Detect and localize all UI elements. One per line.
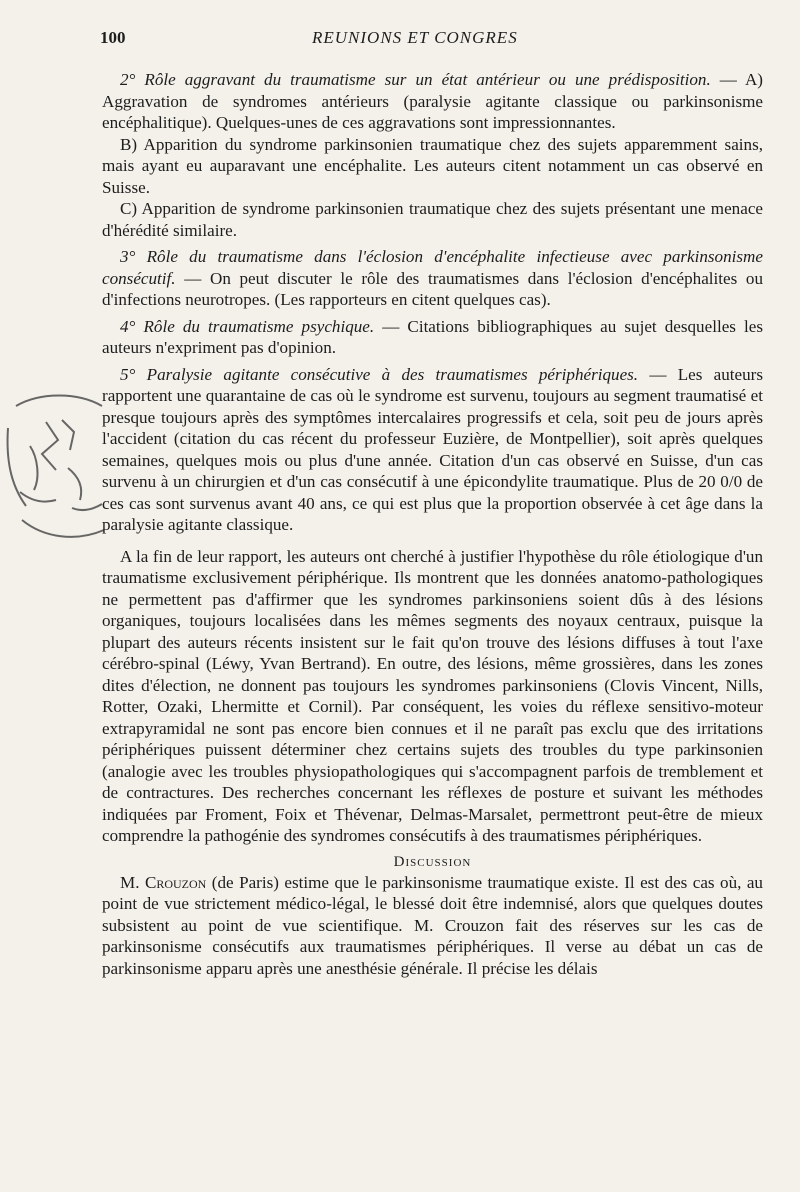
- crouzon-body: (de Paris) estime que le parkinsonisme traumatique existe. Il est des cas où, au point de vue strictement médico-légal, le blessé doit être indemnisé, alors que quelques doutes subsistent au point de vue scientifique. M. Crouzon fait des réserves sur les cas de parkinsonisme consécutifs aux traumatismes périphériques. Il verse au débat un cas de parkinsonisme apparu après une anesthésie générale. Il précise les délais: [102, 872, 763, 978]
- paragraph-conclusion: A la fin de leur rapport, les auteurs ont cherché à justifier l'hypothèse du rôle étiologique d'un traumatisme exclusivement périphérique. Ils montrent que les données anatomo-pathologiques ne permettent pas d'affirmer que les syndromes parkinsoniens soient dûs à des lésions organiques, toujours localisées dans les mêmes segments des noyaux centraux, puisque la plupart des auteurs récents insistent sur le fait qu'on trouve des lésions diffuses à tout l'axe cérébro-spinal (Léwy, Yvan Bertrand). En outre, des lésions, même grossières, dans les zones dites d'élection, ne donnent pas toujours les syndromes parkinsoniens (Clovis Vincent, Nills, Rotter, Ozaki, Lhermitte et Cornil). Par conséquent, les voies du réflexe sensitivo-moteur extrapyramidal ne sont pas encore bien connues et il ne paraît pas exclu que des irritations périphériques puissent déterminer chez certains sujets des troubles du type parkinsonien (analogie avec les troubles physiopathologiques qui s'accompagnent parfois de tremblement et de contractures. Des recherches concernant les réflexes de posture et suivant les méthodes indiquées par Froment, Foix et Thévenar, Delmas-Marsalet, permettront peut-être de mieux comprendre la pathogénie des syndromes consécutifs à des traumatismes périphériques.: [102, 546, 763, 845]
- paragraph-aggravating-role-body: — A) Aggravation de syndromes antérieurs (paralysie agitante classique ou parkinsonisme encéphalitique). Quelques-unes de ces aggravations sont impressionnantes.: [102, 70, 763, 132]
- paragraph-peripheral-trauma: [102, 364, 763, 536]
- paragraph-b: B) Apparition du syndrome parkinsonien traumatique chez des sujets apparemment sains, mais ayant eu auparavant une encéphalite. Les auteurs citent notamment un cas observé en Suisse.: [102, 134, 763, 197]
- section-title-psychic-trauma: 4° Rôle du traumatisme psychique.: [120, 316, 375, 336]
- article-text: [102, 69, 763, 979]
- paragraph-psychic-trauma-body: — Citations bibliographiques au sujet desquelles les auteurs n'expriment pas d'opinion.: [102, 316, 763, 357]
- paragraph-psychic-trauma: [102, 316, 763, 359]
- crouzon-prefix: M.: [120, 872, 140, 892]
- paragraph-crouzon: [102, 872, 763, 980]
- section-title-trauma-encephalitis: 3° Rôle du traumatisme dans l'éclosion d'encéphalite infectieuse avec parkinsonisme consécutif.: [102, 247, 763, 288]
- paragraph-peripheral-trauma-body: — Les auteurs rapportent une quarantaine de cas où le syndrome est survenu, toujours au segment traumatisé et presque toujours après des symptômes intercalaires progressifs et cela, soit peu de jours après l'accident (citation du cas récent du professeur Euzière, de Montpellier), soit après quelques semaines, quelques mois ou plus d'une année. Citation d'un cas observé en Suisse, d'un cas survenu à un chirurgien et d'un cas consécutif à une épicondylite traumatique. Plus de 20 0/0 de ces cas sont survenus avant 40 ans, ce qui est plus que la proportion observée à cet âge dans la paralysie agitante classique.: [102, 364, 763, 534]
- page-header: [100, 28, 760, 56]
- paragraph-trauma-encephalitis-body: — On peut discuter le rôle des traumatismes dans l'éclosion d'encéphalites ou d'infections neurotropes. (Les rapporteurs en citent quelques cas).: [102, 268, 764, 309]
- section-title-peripheral-trauma: 5° Paralysie agitante consécutive à des traumatismes périphériques.: [120, 364, 639, 384]
- discussion-heading: Discussion: [393, 853, 472, 870]
- page-number: 100: [100, 28, 126, 47]
- running-head: REUNIONS ET CONGRES: [312, 28, 518, 47]
- library-stamp-seal: [0, 388, 112, 578]
- paragraph-c: C) Apparition de syndrome parkinsonien traumatique chez des sujets présentant une menace d'hérédité similaire.: [102, 199, 763, 240]
- crouzon-name: Crouzon: [144, 872, 207, 892]
- paragraph-aggravating-role: [102, 69, 763, 134]
- paragraph-trauma-encephalitis: [102, 246, 763, 311]
- section-title-aggravating-role: 2° Rôle aggravant du traumatisme sur un état antérieur ou une prédisposition.: [120, 70, 711, 89]
